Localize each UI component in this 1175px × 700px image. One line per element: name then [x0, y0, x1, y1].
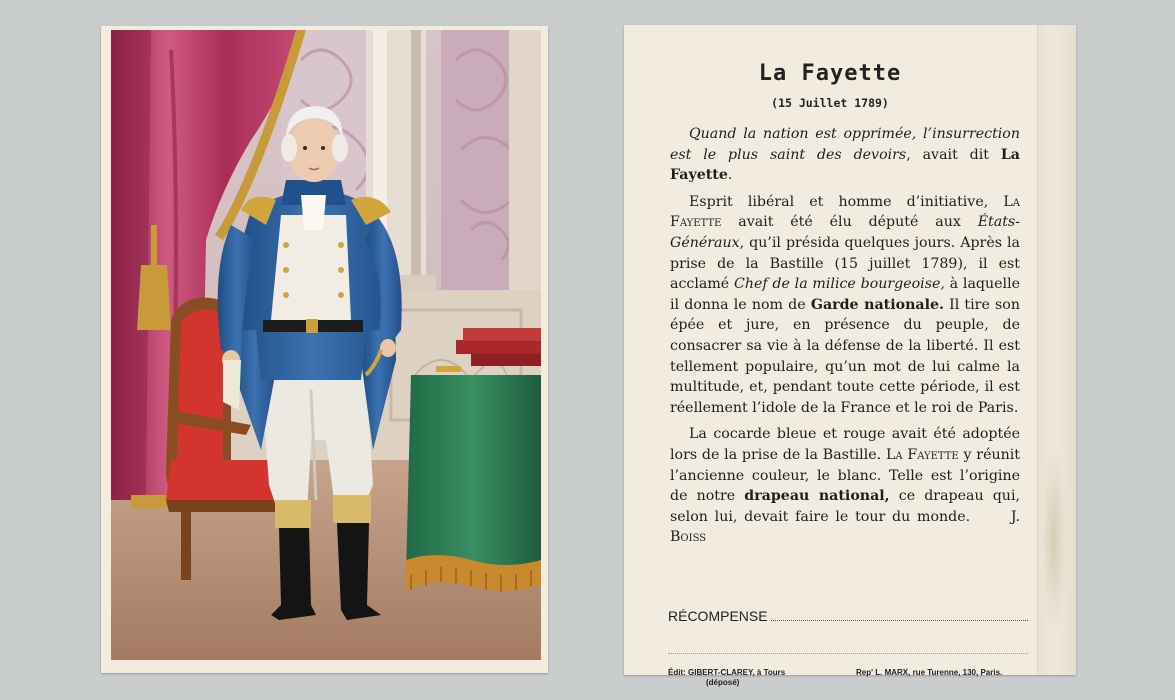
p3-t2: y réunit l’ancienne couleur, le blanc. Telle est l’origine de notre [670, 446, 1020, 505]
p2-t5: Il tire son épée et jure, en présence du peuple, de consacrer sa vie à la défense de la liberté. Il est tellement populaire, qu’un mot de lui calme la multitude, et, pendant toute cette période, il est réellement l’idole de la France et le roi de Paris. [670, 296, 1020, 416]
p2-t4: à laquelle il donna le nom de [670, 276, 1020, 313]
paragraph-1 [670, 124, 1020, 186]
publisher-text: Édit: GIBERT-CLAREY, à Tours [668, 668, 786, 677]
p2-t3: , qu’il présida quelques jours. Après la prise de la Bastille (15 juillet 1789), il est acclamé [670, 234, 1020, 293]
la-fayette-portrait [111, 30, 541, 660]
footer-printer: Rep' L. MARX, rue Turenne, 130, Paris. [856, 668, 1003, 677]
card-subtitle: (15 Juillet 1789) [771, 96, 889, 110]
quote: Quand la nation est opprimée, l’insurrection est le plus saint des devoirs [670, 126, 1020, 163]
p3-t1: La cocarde bleue et rouge avait été adoptée lors de la prise de la Bastille. [670, 426, 1020, 463]
paper-stain [1042, 445, 1066, 635]
paragraph-3 [670, 424, 1020, 548]
second-dotted-line [668, 653, 1028, 654]
p1-end: . [727, 167, 733, 184]
p3-t3: ce drapeau qui, selon lui, devait faire le tour du monde. [670, 488, 1020, 525]
recompense-label: RÉCOMPENSE [668, 608, 768, 624]
portrait-illustration [111, 30, 541, 660]
p2-t2: avait été élu député aux [721, 214, 978, 231]
p2-t1: Esprit libéral et homme d’initiative, [689, 193, 1004, 210]
p3-bold1: drapeau national, [744, 488, 890, 505]
p2-em2: Chef de la milice bourgeoise, [733, 276, 945, 293]
p2-name: La Fayette [670, 193, 1020, 231]
card-title: La Fayette [758, 61, 902, 86]
paragraph-2 [670, 192, 1020, 419]
footer-publisher [668, 668, 785, 688]
illustration-card [101, 26, 548, 673]
card-body [670, 124, 1020, 554]
p3-name: La Fayette [885, 446, 959, 463]
p1-name: La Fayette [670, 146, 1020, 184]
p1-after: , avait dit [906, 146, 1001, 163]
depose-text: (déposé) [706, 678, 740, 687]
recompense-dots [771, 610, 1028, 621]
signature: J. Boiss [670, 508, 1020, 546]
recompense-line [668, 608, 1028, 624]
p2-bold1: Garde nationale. [810, 296, 944, 313]
p2-em1: États-Généraux [670, 214, 1020, 251]
text-card [624, 25, 1076, 687]
